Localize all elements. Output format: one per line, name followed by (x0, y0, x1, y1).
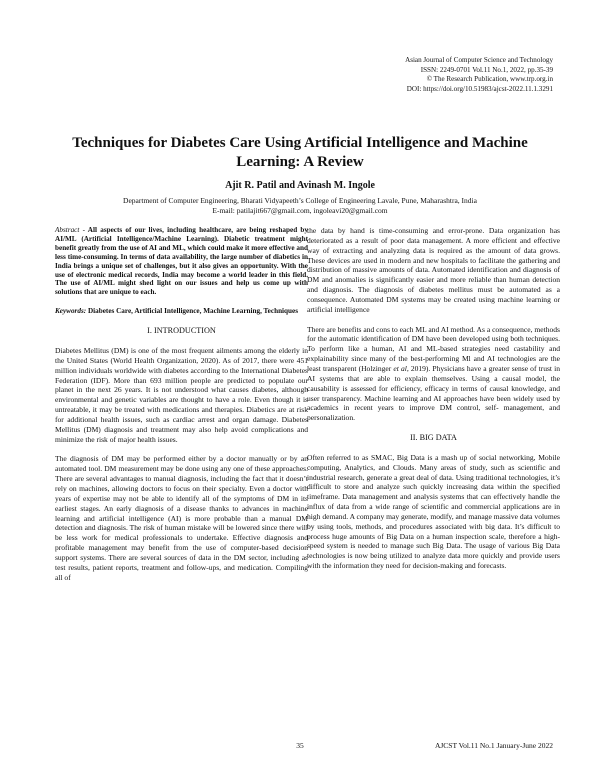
big-data-paragraph: Often referred to as SMAC, Big Data is a mash up of social networking, Mobile computing, Analytics, and Clouds. Many areas of study, such as scientific and industrial research, generate a great deal of data. Using traditional technologies, it’s difficult to store and analyze such quickly increasing data within the specified timeframe. Data management and analysis systems that can effectively handle the influx of data from a wide range of scientific and commercial applications are in high demand. A company may generate, modify, and manage massive data volumes by using tools, methods, and procedures associated with big data. It’s difficult to process huge amounts of Big Data on a human inspection scale, therefore a high-speed system is needed to manage such Big Data. The usage of various Big Data technologies is now being utilized to analyze data more quickly and provide users with the information they need for decision-making and forecasts. (307, 452, 560, 571)
right-paragraph-1: the data by hand is time-consuming and error-prone. Data organization has deteriorated as a result of poor data management. A more efficient and effective way of extracting and analyzing data is required as the amount of data grows. These devices are used in modern and new hospitals to facilitate the gathering and distribution of massive amounts of data. Automated identification and diagnosis of DM and anomalies is significantly easier and more reliable than human detection and diagnosis. The diagnosis of diabetes mellitus must be automated as a consequence. Automated DM systems may be created using machine learning or artificial intelligence (307, 226, 560, 314)
intro-paragraph-2: The diagnosis of DM may be performed either by a doctor manually or by an automated tool. DM measurement may be done using any one of these approaches. There are several advantages to manual diagnosis, including the fact that it doesn’t rely on machines, allowing doctors to focus on their specialty. Even a doctor with years of expertise may not be able to identify all of the symptoms of DM in its earliest stages. An early diagnosis of a disease thanks to advances in machine learning and artificial intelligence (AI) is more probable than a manual DM detection and diagnosis. The risk of human mistake will be lowered since there will be less work for medical professionals to undertake. Effective diagnosis and profitable management may benefit from the use of computer-based decision support systems. There are several sources of data in the DM sector, including as test results, patient reports, treatment and follow-ups, and medication. Compiling all of (55, 454, 308, 582)
author-affiliation: Department of Computer Engineering, Bharati Vidyapeeth’s College of Engineering Lavale, Pune, Maharashtra, India (123, 196, 477, 205)
paper-authors: Ajit R. Patil and Avinash M. Ingole (225, 180, 375, 191)
section-heading-introduction: I. INTRODUCTION (147, 326, 216, 336)
journal-name: Asian Journal of Computer Science and Technology (405, 56, 553, 64)
abstract-text: All aspects of our lives, including healthcare, are being reshaped by AI/ML (Artificial Intelligence/Machine Learning). Diabetic treatment might benefit greatly from the use of AI and ML, which could make it more effective and less time-consuming. In terms of data availability, the large number of diabetics in India brings a unique set of challenges, but it also gives an opportunity. With the use of electronic medical records, India may become a world leader in this field. The use of AI/ML might shed light on our issues and help us come up with solutions that are unique to each. (55, 226, 309, 297)
keywords (55, 307, 308, 316)
journal-header (405, 56, 553, 94)
left-column (55, 226, 308, 592)
page-number: 35 (296, 741, 304, 750)
journal-issn: ISSN: 2249-0701 Vol.11 No.1, 2022, pp.35-39 (420, 65, 553, 74)
right-column (307, 226, 560, 581)
citation-et-al: et al (393, 363, 407, 373)
author-email[interactable]: E-mail: patilajit667@gmail.com, ingoleavi20@gmail.com (212, 206, 388, 215)
right-paragraph-2 (307, 325, 560, 423)
author-affiliation-block (40, 196, 560, 216)
keywords-text: Diabetes Care, Artificial Intelligence, Machine Learning, Techniques (86, 307, 299, 316)
intro-paragraph-1: Diabetes Mellitus (DM) is one of the most frequent ailments among the elderly in the United States (World Health Organization, 2020). As of 2017, there were 451 million individuals worldwide with diabetes according to the International Diabetes Federation (IDF). More than 693 million people are predicted to populate our planet in the next 26 years. It is not understood what causes diabetes, although environmental and genetic variables are thought to have a role. Even though it is untreatable, it may be treated with medications and therapies. Diabetics are at risk for additional health issues, such as cardiac arrest and organ damage. Diabetes Mellitus (DM) diagnosis and treatment may also help avoid complications and minimize the risk of major health issues. (55, 346, 308, 444)
keywords-label: Keywords: (55, 307, 87, 316)
abstract-label: Abstract - (55, 226, 85, 234)
journal-doi[interactable]: DOI: https://doi.org/10.51983/ajcst-2022.11.1.3291 (406, 84, 553, 93)
section-heading-big-data: II. BIG DATA (410, 433, 457, 443)
paper-title: Techniques for Diabetes Care Using Artificial Intelligence and Machine Learning: A Review (72, 135, 528, 170)
right-paragraph-2-end: , 2019). Physicians have a greater sense of trust in AI systems that are able to explain themselves. Using a causal model, the causability is assessed for efficiency, efficacy in terms of causal knowledge, and user transparency. Machine learning and AI approaches have been widely used by academics in recent years to improve DM control, self- management, and personalization. (307, 363, 560, 423)
journal-publisher: © The Research Publication, www.trp.org.in (426, 75, 553, 84)
footer-journal-issue: AJCST Vol.11 No.1 January-June 2022 (434, 741, 553, 750)
abstract (55, 226, 308, 297)
right-paragraph-2-start: There are benefits and cons to each ML and AI method. As a consequence, methods for the automatic identification of DM have been developed using both techniques. To perform like a human, AI and ML-based strategies need castability and explainability since many of the best-performing Ml and AI technologies are the least transparent (Holzinger (307, 324, 560, 373)
